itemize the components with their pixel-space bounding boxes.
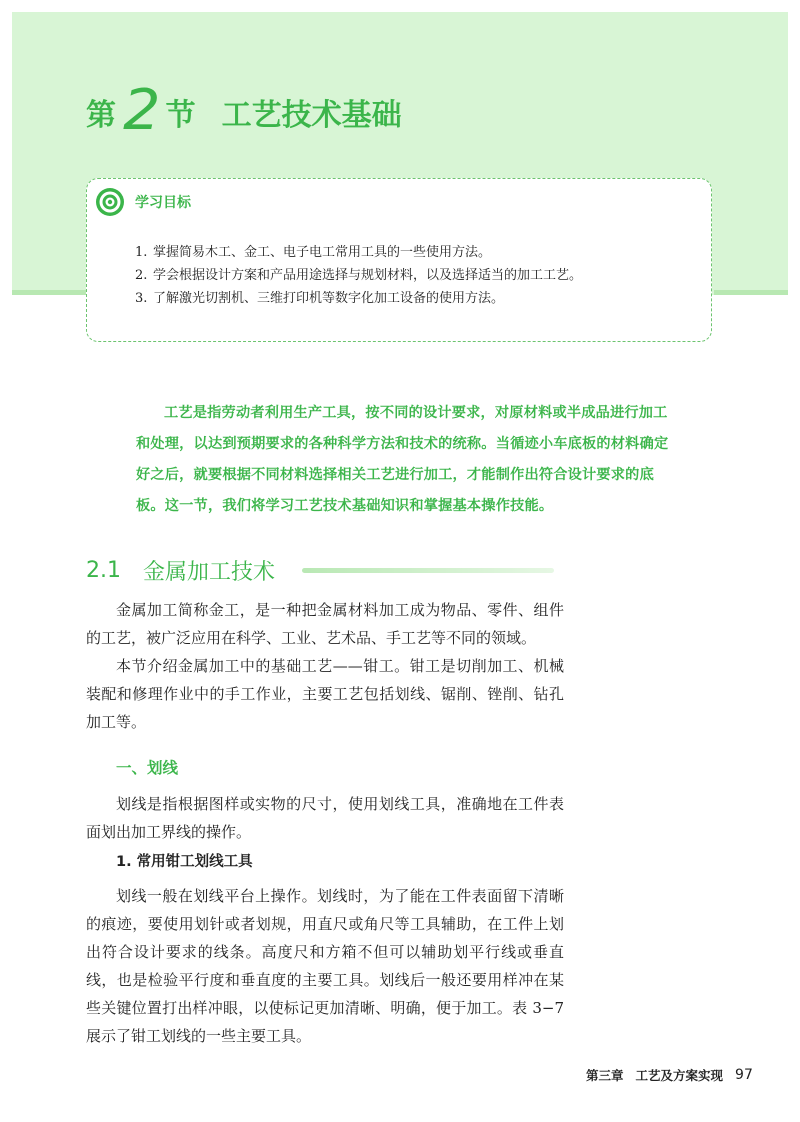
learning-goals-box <box>86 178 712 342</box>
goal-item: 3. 了解激光切割机、三维打印机等数字化加工设备的使用方法。 <box>135 291 505 306</box>
heading-tools: 1. 常用钳工划线工具 <box>116 854 253 870</box>
goals-label: 学习目标 <box>135 195 191 211</box>
section-name: 工艺技术基础 <box>221 98 402 133</box>
goal-item: 2. 学会根据设计方案和产品用途选择与规划材料，以及选择适当的加工工艺。 <box>135 268 583 283</box>
section-prefix: 第 <box>86 98 116 133</box>
footer-chapter-title: 工艺及方案实现 <box>635 1068 724 1083</box>
heading-scribing: 一、划线 <box>116 759 179 777</box>
page-footer <box>586 1066 753 1084</box>
body-paragraph-2: 本节介绍金属加工中的基础工艺——钳工。钳工是切削加工、机械装配和修理作业中的手工作业，主要工艺包括划线、锯削、锉削、钻孔加工等。 <box>86 657 564 731</box>
intro-paragraph: 工艺是指劳动者利用生产工具，按不同的设计要求，对原材料或半成品进行加工和处理，以达到预期要求的各种科学方法和技术的统称。当循迹小车底板的材料确定好之后，就要根据不同材料选择相关工艺进行加工，才能制作出符合设计要求的底板。这一节，我们将学习工艺技术基础知识和掌握基本操作技能。 <box>136 405 669 514</box>
subsection-title: 金属加工技术 <box>143 560 276 585</box>
subsection-heading <box>86 555 275 586</box>
subsection-number: 2.1 <box>86 558 121 583</box>
page-number: 97 <box>735 1067 753 1083</box>
goals-header <box>95 187 191 217</box>
goal-item: 1. 掌握简易木工、金工、电子电工常用工具的一些使用方法。 <box>135 245 492 260</box>
band-accent-left <box>12 290 86 295</box>
body-paragraph-1: 金属加工简称金工，是一种把金属材料加工成为物品、零件、组件的工艺，被广泛应用在科学、工业、艺术品、手工艺等不同的领域。 <box>86 601 564 647</box>
section-suffix: 节 <box>165 98 196 133</box>
heading-rule <box>302 568 554 573</box>
target-icon <box>95 187 125 217</box>
footer-chapter: 第三章 <box>586 1068 624 1083</box>
body-paragraph-3: 划线是指根据图样或实物的尺寸，使用划线工具，准确地在工件表面划出加工界线的操作。 <box>86 795 564 841</box>
section-title <box>86 78 402 143</box>
goals-list <box>135 241 582 310</box>
section-number: 2 <box>123 78 161 143</box>
body-paragraph-4: 划线一般在划线平台上操作。划线时，为了能在工件表面留下清晰的痕迹，要使用划针或者划规，用直尺或角尺等工具辅助，在工件上划出符合设计要求的线条。高度尺和方箱不但可以辅助划平行线或垂直线，也是检验平行度和垂直度的主要工具。划线后一般还要用样冲在某些关键位置打出样冲眼，以使标记更加清晰、明确，便于加工。表 3−7 展示了钳工划线的一些主要工具。 <box>86 887 564 1045</box>
band-accent-right <box>714 290 788 295</box>
